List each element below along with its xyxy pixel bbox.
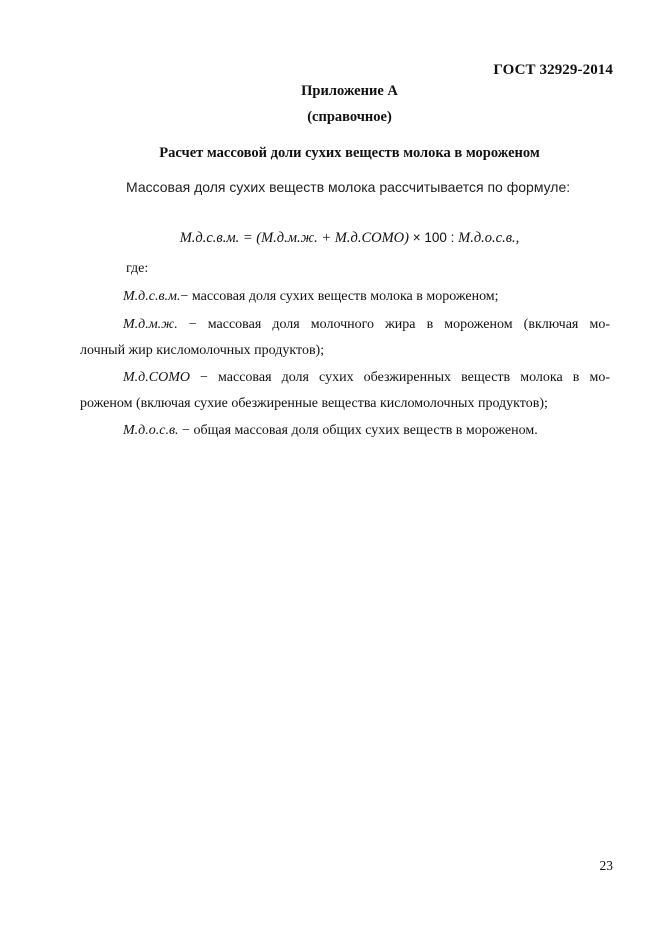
formula-divisor: М.д.о.с.в. (458, 230, 516, 246)
definition-item (80, 365, 610, 417)
definition-line (80, 312, 610, 338)
definition-item (80, 418, 610, 444)
section-title: Расчет массовой доли сухих веществ молока в мороженом (159, 145, 540, 161)
formula-end: , (515, 230, 520, 246)
where-label: где: (126, 261, 149, 276)
definition-dash: − (177, 317, 208, 332)
definition-symbol: М.д.о.с.в. (123, 423, 179, 438)
formula (0, 230, 661, 247)
definition-line (80, 418, 610, 444)
definition-item (80, 312, 610, 364)
definition-text: массовая доля молочного жира в мороженом (включая мо- (207, 317, 610, 332)
definition-line (80, 284, 610, 310)
definition-symbol: М.д.СОМО (123, 370, 190, 385)
definition-text: общая массовая доля общих сухих веществ в мороженом. (193, 423, 538, 438)
definition-symbol: М.д.м.ж. (123, 317, 178, 332)
appendix-kind: (справочное) (307, 109, 392, 125)
formula-equals: = (239, 230, 257, 246)
definition-text: массовая доля сухих обезжиренных веществ молока в мо- (218, 370, 610, 385)
formula-lhs: М.д.с.в.м. (179, 230, 240, 246)
definition-line (80, 365, 610, 391)
definition-symbol: М.д.с.в.м. (123, 289, 181, 304)
standard-number: ГОСТ 32929-2014 (493, 62, 613, 78)
definition-continuation: роженом (включая сухие обезжиренные вещества кисломолочных продуктов); (80, 396, 548, 411)
definition-dash: − (180, 289, 192, 304)
definition-dash: − (178, 423, 194, 438)
appendix-title: Приложение А (301, 83, 398, 99)
formula-operator: × 100 : (408, 230, 459, 245)
intro-paragraph: Массовая доля сухих веществ молока рассчитывается по формуле: (126, 179, 571, 195)
definition-continuation: лочный жир кисломолочных продуктов); (80, 343, 325, 358)
page-number: 23 (599, 858, 613, 873)
formula-numerator: (М.д.м.ж. + М.д.СОМО) (256, 230, 409, 246)
definition-dash: − (189, 370, 219, 385)
definition-item (80, 284, 610, 310)
definition-text: массовая доля сухих веществ молока в мороженом; (191, 289, 499, 304)
